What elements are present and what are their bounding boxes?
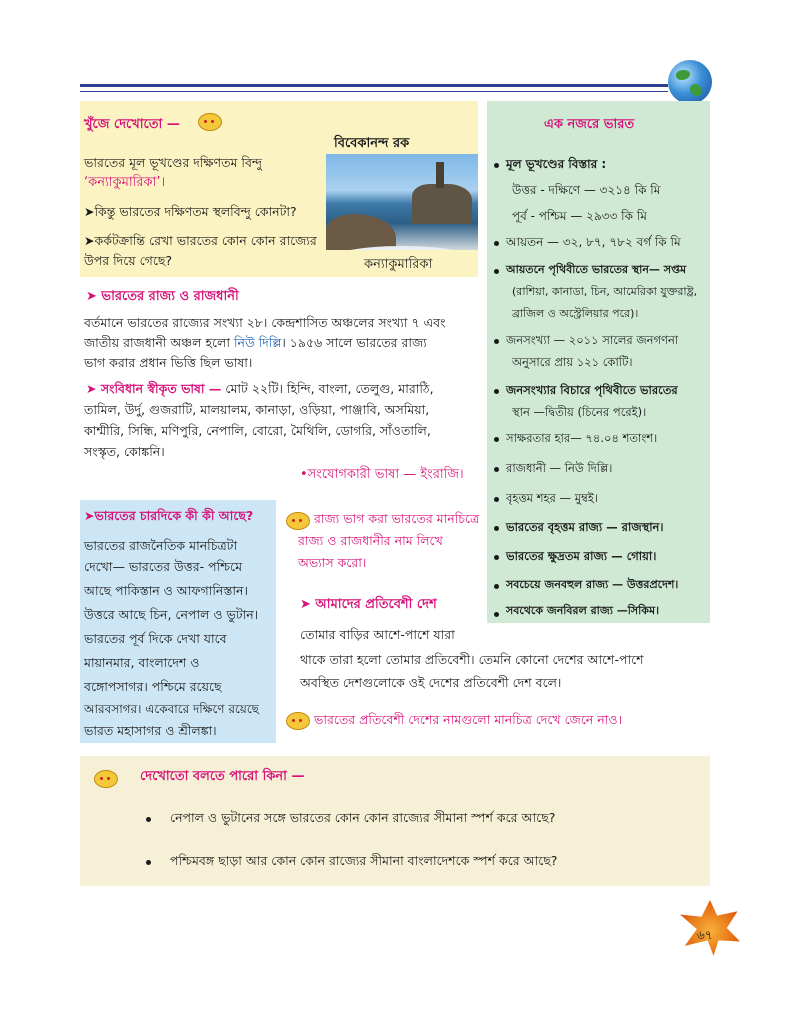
link-language: •সংযোগকারী ভাষা — ইংরাজি। — [300, 467, 464, 482]
page-number: ৬৭ — [697, 928, 713, 942]
around-india-line4: উত্তরে আছে চিন, নেপাল ও ভুটান। — [84, 607, 259, 622]
glance-extent-ew: পূর্ব - পশ্চিম — ২৯৩৩ কি মি — [512, 209, 647, 223]
globe-icon — [668, 60, 712, 104]
glance-most-populous: সবচেয়ে জনবহুল রাজ্য — উত্তরপ্রদেশ। — [506, 578, 679, 591]
practice-line1: রাজ্য ভাগ করা ভারতের মানচিত্রে — [314, 511, 480, 526]
neighbours-heading: ➤ আমাদের প্রতিবেশী দেশ — [300, 597, 437, 612]
vivekananda-rock-photo — [326, 154, 478, 250]
glance-largest-state: ভারতের বৃহত্তম রাজ্য — রাজস্থান। — [506, 520, 664, 534]
glance-area-rank-l2: (রাশিয়া, কানাডা, চিন, আমেরিকা যুক্তরাষ্ট্র, — [512, 285, 698, 298]
find-box-question2a: ➤কর্কটক্রান্তি রেখা ভারতের কোন কোন রাজ্যের — [84, 233, 317, 248]
quiz-question1: নেপাল ও ভুটানের সঙ্গে ভারতের কোন কোন রাজ্যের সীমানা স্পর্শ করে আছে? — [170, 810, 556, 825]
around-india-line3: আছে পাকিস্তান ও আফগানিস্তান। — [84, 583, 248, 598]
glance-capital: রাজধানী — নিউ দিল্লি। — [506, 461, 613, 475]
neighbours-task: ভারতের প্রতিবেশী দেশের নামগুলো মানচিত্র দেখে জেনে নাও। — [314, 712, 623, 727]
around-india-title: ➤ভারতের চারদিকে কী কী আছে? — [84, 508, 254, 523]
quiz-question2: পশ্চিমবঙ্গ ছাড়া আর কোন কোন রাজ্যের সীমানা বাংলাদেশকে স্পর্শ করে আছে? — [170, 853, 558, 868]
languages-line2: তামিল, উর্দু, গুজরাটি, মালয়ালম, কানাড়া, ওড়িয়া, পাঞ্জাবি, অসমিয়া, — [84, 402, 430, 417]
glance-title: এক নজরে ভারত — [544, 117, 635, 132]
glance-population-rank-l2: স্থান —দ্বিতীয় (চিনের পরেই)। — [512, 405, 647, 419]
neighbours-line1: তোমার বাড়ির আশে-পাশে যারা — [300, 627, 455, 642]
find-box-question2b: উপর দিয়ে গেছে? — [84, 253, 173, 268]
around-india-line5: ভারতের পূর্ব দিকে দেখা যাবে — [84, 631, 227, 646]
around-india-line9: ভারত মহাসাগর ও শ্রীলঙ্কা। — [84, 723, 217, 738]
states-para-line3: ভাগ করার প্রধান ভিত্তি ছিল ভাষা। — [84, 355, 253, 370]
find-box-line1: ভারতের মূল ভূখণ্ডের দক্ষিণতম বিন্দু — [84, 155, 262, 170]
find-box-question1: ➤কিন্তু ভারতের দক্ষিণতম স্থলবিন্দু কোনটা? — [84, 204, 297, 219]
practice-line3: অভ্যাস করো। — [298, 555, 367, 570]
languages-line3: কাশ্মীরি, সিন্ধি, মণিপুরি, নেপালি, বোরো, মৈথিলি, ডোগরি, সাঁওতালি, — [84, 423, 431, 438]
languages-line4: সংস্কৃত, কোঙ্কনি। — [84, 444, 165, 459]
photo-title: বিবেকানন্দ রক — [334, 136, 410, 151]
find-box-line2: ‘কন্যাকুমারিকা’। — [84, 175, 166, 190]
glance-smallest-state: ভারতের ক্ষুদ্রতম রাজ্য — গোয়া। — [506, 549, 657, 563]
around-india-line8: আরবসাগর। একেবারে দক্ষিণে রয়েছে — [84, 702, 259, 716]
header-rule-thick — [80, 84, 668, 87]
glance-population-l2: অনুসারে প্রায় ১২১ কোটি। — [512, 355, 633, 369]
glance-extent-ns: উত্তর - দক্ষিণে — ৩২১৪ কি মি — [512, 183, 661, 197]
neighbours-line3: অবস্থিত দেশগুলোকে ওই দেশের প্রতিবেশী দেশ বলে। — [300, 675, 562, 690]
quiz-title: দেখোতো বলতে পারো কিনা — — [140, 769, 305, 784]
glance-extent: মূল ভূখণ্ডের বিস্তার : — [506, 157, 607, 171]
glance-area-rank-l3: ব্রাজিল ও অস্ট্রেলিয়ার পরে)। — [512, 307, 639, 320]
practice-line2: রাজ্য ও রাজধানীর নাম লিখে — [298, 533, 443, 548]
photo-caption: কন্যাকুমারিকা — [364, 257, 433, 272]
glance-literacy: সাক্ষরতার হার— ৭৪.০৪ শতাংশ। — [506, 431, 658, 445]
thinking-face-icon — [286, 512, 310, 530]
around-india-line6: মায়ানমার, বাংলাদেশ ও — [84, 655, 200, 670]
neighbours-line2: থাকে তারা হলো তোমার প্রতিবেশী। তেমনি কোনো দেশের আশে-পাশে — [300, 652, 644, 667]
states-para-line2: জাতীয় রাজধানী অঞ্চল হলো নিউ দিল্লি। ১৯৫৬ সালে ভারতের রাজ্য — [84, 335, 427, 350]
glance-population-rank: জনসংখ্যার বিচারে পৃথিবীতে ভারতের — [506, 383, 678, 397]
languages-line1: ➤ সংবিধান স্বীকৃত ভাষা — মোট ২২টি। হিন্দি, বাংলা, তেলুগু, মারাঠি, — [86, 381, 434, 396]
glance-population: জনসংখ্যা — ২০১১ সালের জনগণনা — [506, 333, 679, 347]
glance-area-rank: আয়তনে পৃথিবীতে ভারতের স্থান— সপ্তম — [506, 263, 687, 276]
states-heading: ➤ ভারতের রাজ্য ও রাজধানী — [86, 289, 239, 304]
glance-least-populous: সবথেকে জনবিরল রাজ্য —সিকিম। — [506, 604, 660, 617]
around-india-line2: দেখো— ভারতের উত্তর- পশ্চিমে — [84, 559, 243, 574]
find-box-title: খুঁজে দেখোতো — — [84, 117, 180, 132]
header-rule-thin — [80, 91, 668, 92]
thinking-face-icon — [198, 113, 222, 131]
states-para-line1: বর্তমানে ভারতের রাজ্যের সংখ্যা ২৮। কেন্দ্রশাসিত অঞ্চলের সংখ্যা ৭ এবং — [84, 315, 446, 330]
around-india-line7: বঙ্গোপসাগর। পশ্চিমে রয়েছে — [84, 679, 222, 694]
thinking-face-icon — [94, 770, 118, 788]
glance-largest-city: বৃহত্তম শহর — মুম্বই। — [506, 491, 598, 505]
thinking-face-icon — [286, 712, 310, 730]
around-india-line1: ভারতের রাজনৈতিক মানচিত্রটা — [84, 538, 238, 553]
glance-area: আয়তন — ৩২, ৮৭, ৭৮২ বর্গ কি মি — [506, 235, 681, 249]
